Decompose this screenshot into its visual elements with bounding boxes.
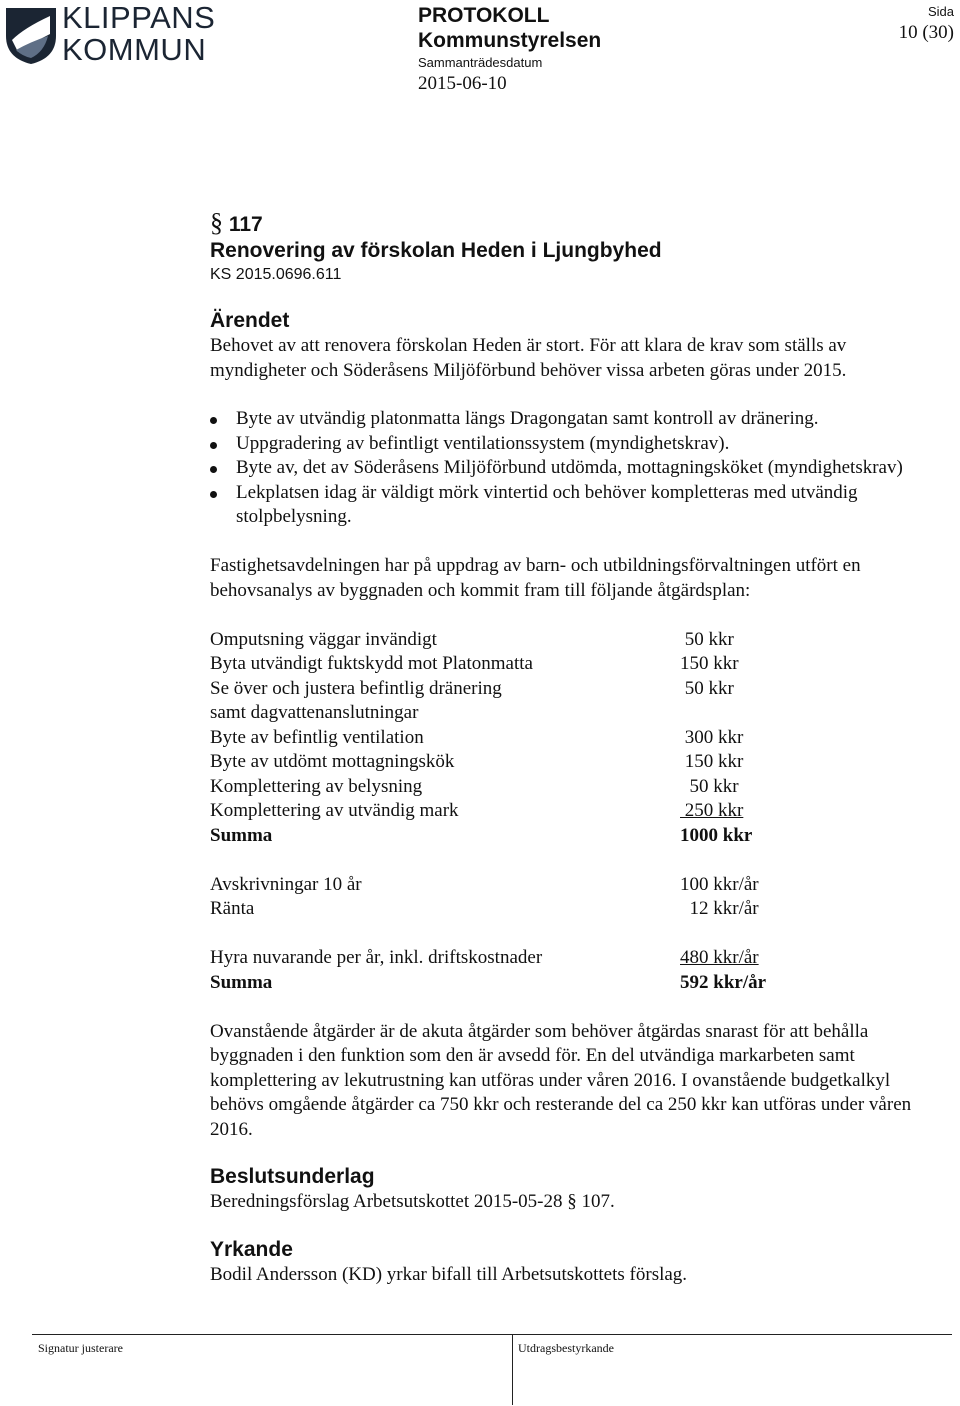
municipality-logo: [4, 0, 219, 68]
arendet-intro: Behovet av att renovera förskolan Heden är stort. För att klara de krav som ställs av myndigheter och Söderåsens Miljöförbund behöver vissa arbeten göras under 2015.: [210, 335, 847, 381]
cost-amount: 50 kkr: [680, 677, 734, 699]
cost-amount: 150 kkr: [680, 653, 739, 674]
yrkande-heading: Yrkande: [210, 1237, 293, 1261]
meeting-date: 2015-06-10: [418, 73, 507, 94]
interest-amount: 12 kkr/år: [680, 898, 759, 919]
bullet-icon: [210, 491, 217, 498]
cost-label: Byte av befintlig ventilation: [210, 726, 424, 748]
cost-label: Se över och justera befintlig dränering: [210, 677, 502, 699]
cost-row: [210, 652, 945, 677]
page-label: Sida: [927, 4, 954, 19]
rent-amount: 480 kkr/år: [680, 947, 759, 968]
cost-amount: 50 kkr: [680, 628, 734, 650]
beslutsunderlag-heading: Beslutsunderlag: [210, 1165, 375, 1188]
total-amount: 592 kkr/år: [680, 971, 767, 993]
list-item-text: Byte av utvändig platonmatta längs Dragongatan samt kontroll av dränering.: [236, 408, 819, 429]
case-number: KS 2015.0696.611: [210, 266, 342, 283]
cost-row: [210, 628, 945, 653]
cost-amount: 50 kkr: [680, 775, 739, 797]
section-number: 117: [228, 213, 263, 236]
list-item-text: Lekplatsen idag är väldigt mörk vintertid och behöver kompletteras med utvändig stolpbelysning.: [236, 481, 858, 527]
arendet-heading: Ärendet: [210, 309, 290, 332]
logo-line-1: KLIPPANS: [62, 0, 216, 35]
rent-row: [210, 946, 945, 971]
bullet-icon: [210, 466, 217, 473]
cost-label: Komplettering av belysning: [210, 775, 423, 797]
cost-table: [210, 628, 945, 996]
depreciation-label: Avskrivningar 10 år: [210, 873, 362, 895]
cost-amount: 250 kkr: [680, 800, 744, 821]
sum-row: [210, 824, 945, 849]
logo-wordmark: [62, 2, 215, 66]
cost-label: Byta utvändigt fuktskydd mot Platonmatta: [210, 653, 533, 674]
doc-body: Kommunstyrelsen: [418, 29, 602, 52]
logo-line-2: KOMMUN: [62, 32, 207, 67]
analysis-text: Fastighetsavdelningen har på uppdrag av barn- och utbildningsförvaltningen utfört en behovsanalys av byggnaden och kommit fram till följande åtgärdsplan:: [210, 555, 861, 601]
depreciation-row: [210, 873, 945, 898]
list-item: [210, 481, 945, 530]
cost-label: Omputsning väggar invändigt: [210, 628, 437, 650]
list-item: [210, 456, 945, 481]
bullet-icon: [210, 442, 217, 449]
cost-row: [210, 750, 945, 775]
bullet-icon: [210, 417, 217, 424]
list-item: [210, 407, 945, 432]
cost-row: [210, 726, 945, 751]
date-label: Sammanträdesdatum: [418, 55, 543, 70]
cost-row: [210, 677, 945, 702]
interest-row: [210, 897, 945, 922]
measures-list: [210, 407, 945, 530]
signature-label: Signatur justerare: [38, 1341, 123, 1355]
coat-of-arms-icon: [4, 6, 58, 66]
cost-row: [210, 799, 945, 824]
cost-label: Komplettering av utvändig mark: [210, 800, 459, 821]
extract-label: Utdragsbestyrkande: [518, 1341, 614, 1355]
total-label: Summa: [210, 971, 273, 993]
cost-label: Byte av utdömt mottagningskök: [210, 751, 455, 772]
paragraph-number: [210, 210, 945, 238]
cost-row: [210, 701, 945, 726]
cost-row: [210, 775, 945, 800]
total-row: [210, 971, 945, 996]
sum-label: Summa: [210, 824, 273, 846]
page-value: 10 (30): [898, 22, 954, 43]
page-number: [899, 4, 954, 46]
list-item-text: Byte av, det av Söderåsens Miljöförbund utdömda, mottagningsköket (myndighetskrav): [236, 457, 903, 478]
yrkande-text: Bodil Andersson (KD) yrkar bifall till Arbetsutskottets förslag.: [210, 1263, 688, 1285]
conclusion-text: Ovanstående åtgärder är de akuta åtgärder som behöver åtgärdas snarast för att behålla byggnaden i den funktion som den är avsedd för. En del utvändiga markarbeten samt komplettering av lekutrustning kan utföras under våren 2016. I ovanstående budgetkalkyl behövs omgående åtgärder ca 750 kkr och resterande del ca 250 kkr kan utföras under våren 2016.: [210, 1020, 912, 1140]
depreciation-amount: 100 kkr/år: [680, 873, 759, 895]
section-title: Renovering av förskolan Heden i Ljungbyhed: [210, 239, 662, 262]
interest-label: Ränta: [210, 898, 255, 919]
beslutsunderlag-text: Beredningsförslag Arbetsutskottet 2015-05-28 § 107.: [210, 1191, 615, 1212]
list-item: [210, 432, 945, 457]
cost-amount: 300 kkr: [680, 726, 744, 748]
footer-divider: [512, 1335, 513, 1405]
rent-label: Hyra nuvarande per år, inkl. driftskostnader: [210, 947, 543, 968]
signature-footer: [32, 1334, 952, 1405]
section-symbol: §: [210, 208, 223, 237]
sum-amount: 1000 kkr: [680, 824, 753, 846]
list-item-text: Uppgradering av befintligt ventilationssystem (myndighetskrav).: [236, 432, 730, 454]
document-header: [418, 4, 601, 97]
doc-type: PROTOKOLL: [418, 4, 550, 27]
cost-label: samt dagvattenanslutningar: [210, 702, 419, 723]
cost-amount: 150 kkr: [680, 751, 744, 772]
main-content: [210, 210, 945, 1287]
